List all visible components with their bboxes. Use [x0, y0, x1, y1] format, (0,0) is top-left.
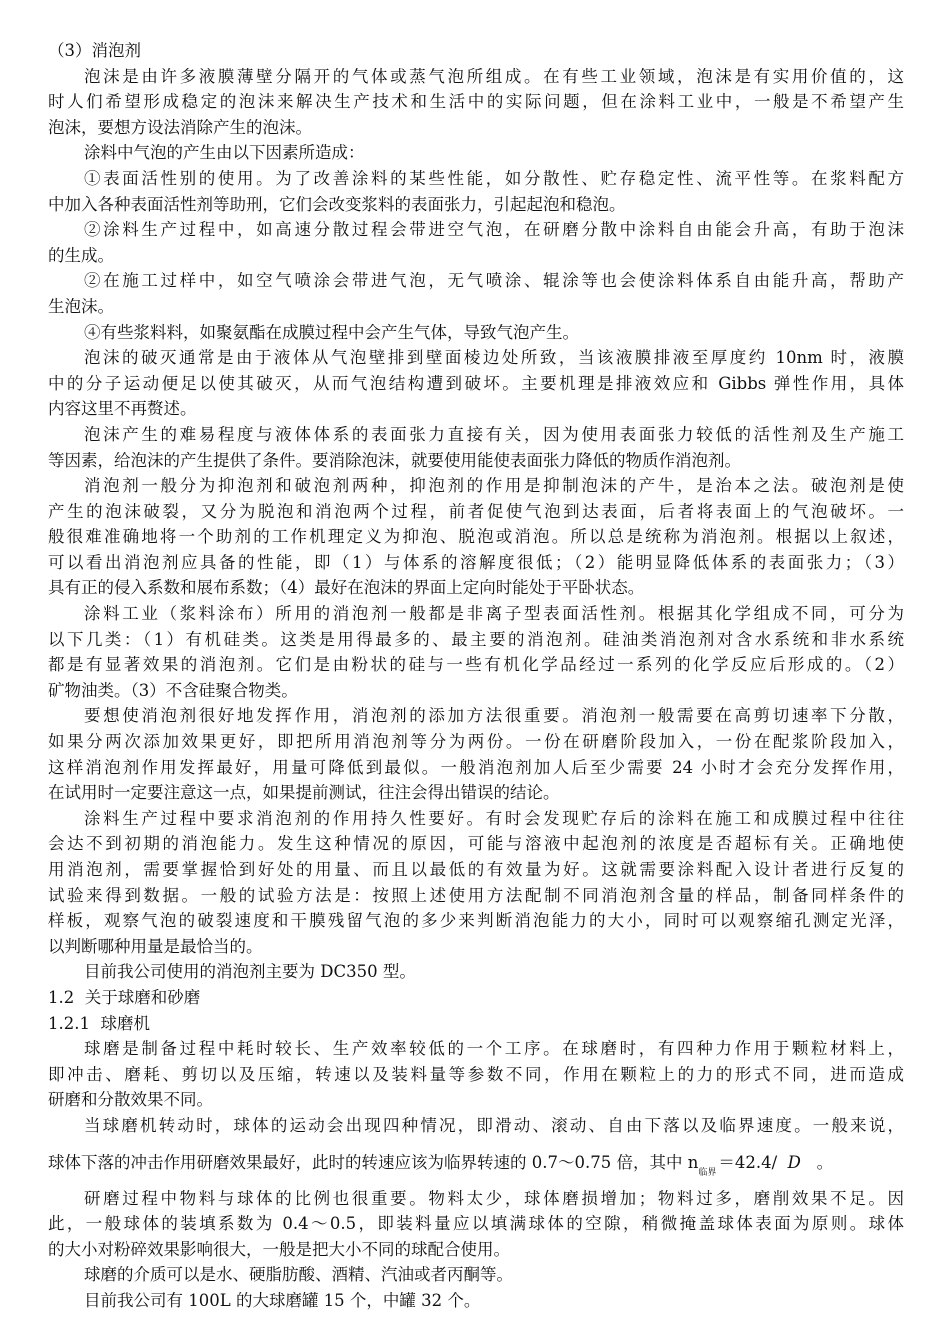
text-line: 此，一般球体的装填系数为 0.4～0.5，即装料量应以填满球体的空隙，稍微掩盖球体表面为原则。球体: [48, 1214, 904, 1234]
text-line: 等因素，给泡沫的产生提供了条件。要消除泡沫，就要使用能使表面张力降低的物质作消泡剂。: [48, 450, 741, 470]
text-line: 矿物油类。（3）不含硅聚合物类。: [48, 680, 298, 700]
text-line: 球磨的介质可以是水、硬脂肪酸、酒精、汽油或者丙酮等。: [84, 1265, 513, 1285]
formula-variable: D: [787, 1152, 801, 1172]
text-line: 试验来得到数据。一般的试验方法是：按照上述使用方法配制不同消泡剂含量的样品，制备同样条件的: [48, 885, 904, 905]
text-line: 都是有显著效果的消泡剂。它们是由粉状的硅与一些有机化学品经过一系列的化学反应后形成的。（2）: [48, 655, 904, 675]
text-line: 具有正的侵入系数和展布系数；（4）最好在泡沫的界面上定向时能处于平卧状态。: [48, 578, 645, 598]
document-page: [48, 38, 904, 1314]
text-line: 研磨和分散效果不同。: [48, 1090, 213, 1110]
text-line: 泡沫的破灭通常是由于液体从气泡壁排到壁面棱边处所致，当该液膜排液至厚度约 10nm 时，液膜: [84, 348, 904, 368]
text-line: 以下几类：（1）有机硅类。这类是用得最多的、最主要的消泡剂。硅油类消泡剂对含水系统和非水系统: [48, 629, 904, 649]
text-line: 般很难准确地将一个助剂的工作机理定义为抑泡、脱泡或消泡。所以总是统称为消泡剂。根据以上叙述，: [48, 527, 904, 547]
text-line: 研磨过程中物料与球体的比例也很重要。物料太少，球体磨损增加；物料过多，磨削效果不足。因: [84, 1188, 904, 1208]
text-line: 产生的泡沫破裂，又分为脱泡和消泡两个过程，前者促使气泡到达表面，后者将表面上的气泡破坏。一: [48, 501, 904, 521]
text-line: 球磨是制备过程中耗时较长、生产效率较低的一个工序。在球磨时，有四种力作用于颗粒材料上，: [84, 1039, 904, 1059]
text-line: 的生成。: [48, 245, 114, 265]
text-line: 以判断哪种用量是最恰当的。: [48, 936, 263, 956]
formula-subscript: 临界: [698, 1167, 717, 1178]
text-line: ②涂料生产过程中，如高速分散过程会带进空气泡，在研磨分散中涂料自由能会升高，有助于泡沫: [84, 220, 904, 240]
text-line: 这样消泡剂作用发挥最好，用量可降低到最似。一般消泡剂加人后至少需要 24 小时才会充分发挥作用，: [48, 757, 904, 777]
text-line: 当球磨机转动时，球体的运动会出现四种情况，即滑动、滚动、自由下落以及临界速度。一般来说，: [84, 1115, 904, 1135]
text-line: 可以看出消泡剂应具备的性能，即（1）与体系的溶解度很低；（2）能明显降低体系的表面张力；（3）: [48, 552, 904, 572]
text-line: 泡沫是由许多液膜薄壁分隔开的气体或蒸气泡所组成。在有些工业领域，泡沫是有实用价值的，这: [84, 66, 904, 86]
text-line: 中的分子运动便足以使其破灭，从而气泡结构遭到破坏。主要机理是排液效应和 Gibbs 弹性作用，具体: [48, 373, 904, 393]
text-line: 时人们希望形成稳定的泡沫来解决生产技术和生活中的实际问题，但在涂料工业中，一般是不希望产生: [48, 92, 904, 112]
text-line: 会达不到初期的消泡能力。发生这种情况的原因，可能与溶液中起泡剂的浓度是否超标有关。正确地使: [48, 834, 904, 854]
formula-line-text: 球体下落的冲击作用研磨效果最好，此时的转速应该为临界转速的 0.7～0.75 倍，其中 n: [48, 1152, 699, 1172]
text-line: 要想使消泡剂很好地发挥作用，消泡剂的添加方法很重要。消泡剂一般需要在高剪切速率下分散，: [84, 706, 904, 726]
text-line: 中加入各种表面活性剂等助刑，它们会改变浆料的表面张力，引起起泡和稳泡。: [48, 194, 626, 214]
formula-expression: ＝42.4/: [718, 1152, 778, 1172]
text-line: 涂料生产过程中要求消泡剂的作用持久性要好。有时会发现贮存后的涂料在施工和成膜过程中往往: [84, 808, 904, 828]
text-line: ④有些浆料料，如聚氨酯在成膜过程中会产生气体，导致气泡产生。: [84, 322, 579, 342]
text-line: ①表面活性别的使用。为了改善涂料的某些性能，如分散性、贮存稳定性、流平性等。在浆料配方: [84, 168, 904, 188]
text-line: 泡沫产生的难易程度与液体体系的表面张力直接有关，因为使用表面张力较低的活性剂及生产施工: [84, 424, 904, 444]
text-line: 涂料工业（浆料涂布）所用的消泡剂一般都是非离子型表面活性剂。根据其化学组成不同，可分为: [84, 604, 904, 624]
text-line: 消泡剂一般分为抑泡剂和破泡剂两种，抑泡剂的作用是抑制泡沫的产牛，是治本之法。破泡剂是使: [84, 476, 904, 496]
text-line: 用消泡剂，需要掌握恰到好处的用量、而且以最低的有效量为好。这就需要涂料配入设计者进行反复的: [48, 860, 904, 879]
text-line: 1.2 关于球磨和砂磨: [48, 987, 201, 1007]
text-line: 样板，观察气泡的破裂速度和干膜残留气泡的多少来判断消泡能力的大小，同时可以观察缩孔测定光泽，: [48, 911, 904, 931]
body-text-block-2: [48, 1186, 904, 1314]
text-line: 1.2.1 球磨机: [48, 1013, 150, 1033]
formula-line: [48, 1149, 904, 1180]
text-line: 目前我公司使用的消泡剂主要为 DC350 型。: [84, 962, 416, 982]
text-line: 在试用时一定要注意这一点，如果提前测试，往注会得出错误的结论。: [48, 783, 560, 803]
text-line: （3）消泡剂: [48, 41, 141, 60]
body-text-block: [48, 38, 904, 1139]
text-line: 目前我公司有 100L 的大球磨罐 15 个，中罐 32 个。: [84, 1290, 481, 1310]
text-line: 内容这里不再赘述。: [48, 399, 197, 419]
text-line: ②在施工过样中，如空气喷涂会带进气泡，无气喷涂、辊涂等也会使涂料体系自由能升高，帮助产: [84, 271, 904, 291]
text-line: 涂料中气泡的产生由以下因素所造成：: [84, 143, 365, 163]
text-line: 即冲击、磨耗、剪切以及压缩，转速以及装料量等参数不同，作用在颗粒上的力的形式不同，进而造成: [48, 1064, 904, 1084]
text-line: 的大小对粉碎效果影响很大，一般是把大小不同的球配合使用。: [48, 1239, 510, 1259]
formula-tail: 。: [816, 1152, 834, 1172]
text-line: 生泡沫。: [48, 296, 114, 316]
text-line: 泡沫，要想方设法消除产生的泡沫。: [48, 117, 312, 137]
text-line: 如果分两次添加效果更好，即把所用消泡剂等分为两份。一份在研磨阶段加入，一份在配浆阶段加入，: [48, 732, 904, 752]
